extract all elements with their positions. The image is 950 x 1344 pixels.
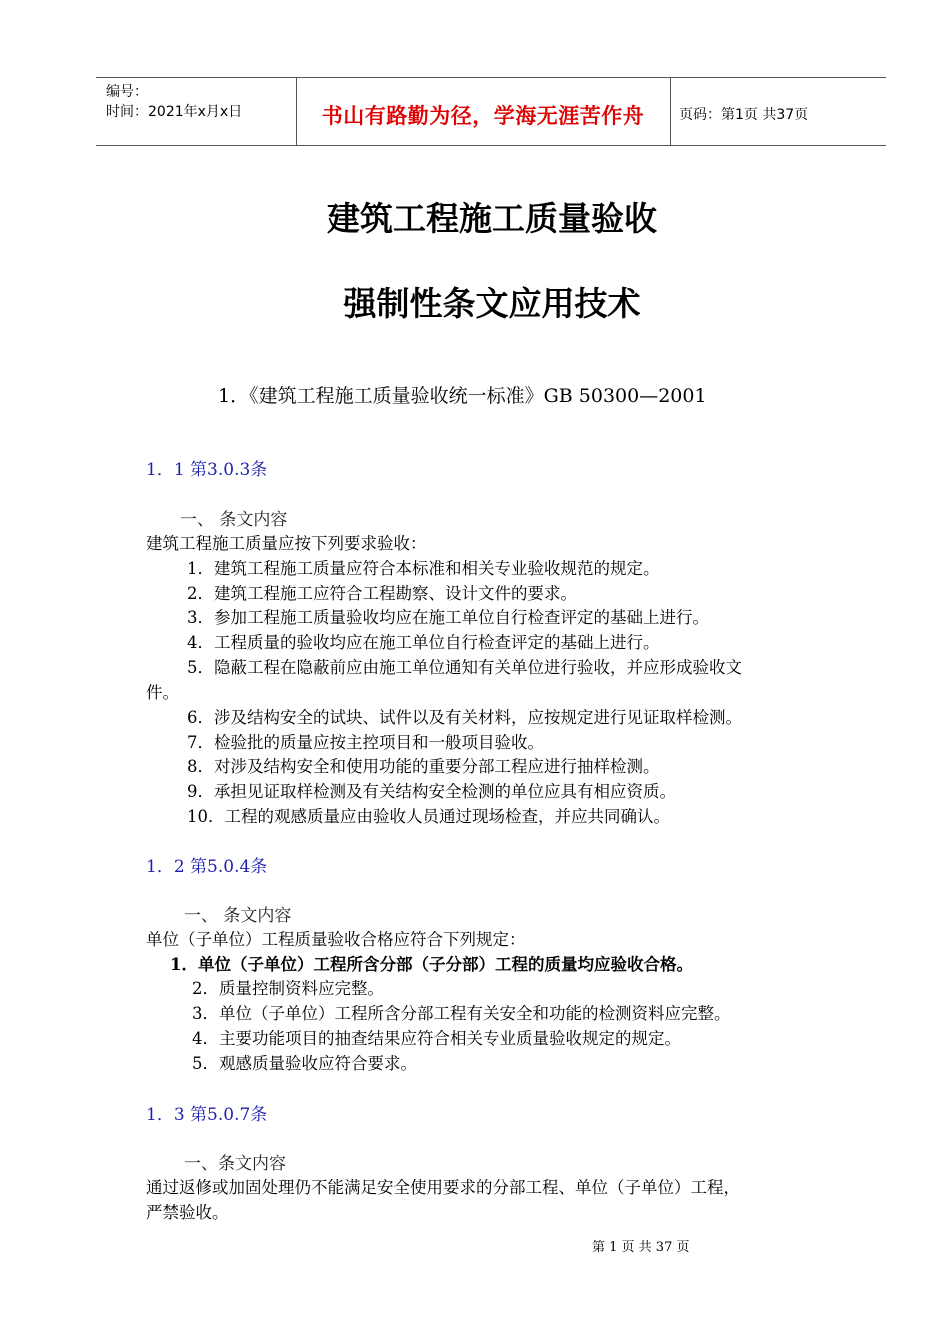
section-subheading: 一、 条文内容 [184,906,292,926]
doc-title-line1: 建筑工程施工质量验收 [327,199,657,238]
page-footer: 第 1 页 共 37 页 [592,1240,690,1255]
section-heading: 1．1 第3.0.3条 [146,460,268,480]
list-item: 10．工程的观感质量应由验收人员通过现场检查，并应共同确认。 [187,807,670,826]
list-item: 3．参加工程施工质量验收均应在施工单位自行检查评定的基础上进行。 [187,608,709,627]
standard-heading: 1．《建筑工程施工质量验收统一标准》GB 50300—2001 [218,385,707,407]
list-item: 1．单位（子单位）工程所含分部（子分部）工程的质量均应验收合格。 [170,955,693,974]
list-item-continuation: 件。 [146,683,179,702]
list-item: 3．单位（子单位）工程所含分部工程有关安全和功能的检测资料应完整。 [192,1004,731,1023]
section-heading: 1．2 第5.0.4条 [146,857,268,877]
doc-time: 时间：2021年x月x日 [106,104,243,120]
section-intro: 单位（子单位）工程质量验收合格应符合下列规定： [146,930,526,949]
list-item: 1．建筑工程施工质量应符合本标准和相关专业验收规范的规定。 [187,559,660,578]
section-heading: 1．3 第5.0.7条 [146,1105,268,1125]
list-item: 5．观感质量验收应符合要求。 [192,1054,417,1073]
motto: 书山有路勤为径，学海无涯苦作舟 [321,103,645,128]
section-subheading: 一、 条文内容 [180,510,288,530]
section-intro: 建筑工程施工质量应按下列要求验收： [146,534,427,553]
page-header [96,77,886,146]
list-item: 6．涉及结构安全的试块、试件以及有关材料，应按规定进行见证取样检测。 [187,708,742,727]
list-item: 4．工程质量的验收均应在施工单位自行检查评定的基础上进行。 [187,633,660,652]
section-subheading: 一、条文内容 [184,1154,286,1174]
doc-number: 编号： [106,84,148,100]
doc-title-line2: 强制性条文应用技术 [343,284,641,323]
list-item: 4．主要功能项目的抽查结果应符合相关专业质量验收规定的规定。 [192,1029,681,1048]
paragraph-line: 严禁验收。 [146,1203,229,1222]
list-item: 5．隐蔽工程在隐蔽前应由施工单位通知有关单位进行验收，并应形成验收文 [187,658,742,677]
list-item: 8．对涉及结构安全和使用功能的重要分部工程应进行抽样检测。 [187,757,660,776]
header-page-cell [671,78,886,145]
header-info-cell [96,78,297,145]
paragraph-line: 通过返修或加固处理仍不能满足安全使用要求的分部工程、单位（子单位）工程， [146,1178,740,1197]
header-motto-cell [296,78,671,145]
page-counter: 页码：第1页 共37页 [679,107,809,123]
list-item: 9．承担见证取样检测及有关结构安全检测的单位应具有相应资质。 [187,782,676,801]
list-item: 2．质量控制资料应完整。 [192,979,384,998]
list-item: 2．建筑工程施工应符合工程勘察、设计文件的要求。 [187,584,577,603]
list-item: 7．检验批的质量应按主控项目和一般项目验收。 [187,733,544,752]
